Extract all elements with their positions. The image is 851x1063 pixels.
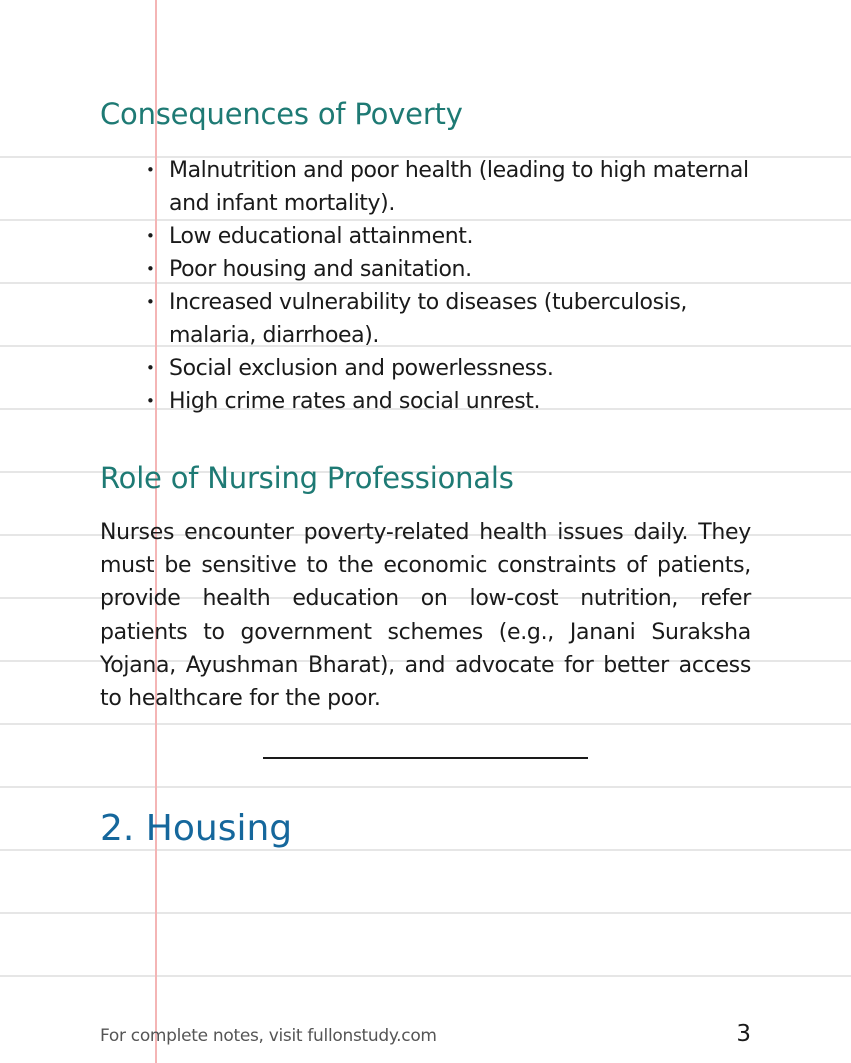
list-item: • Social exclusion and powerlessness. (100, 352, 751, 385)
page-number: 3 (736, 1021, 751, 1047)
list-item: • High crime rates and social unrest. (100, 385, 751, 418)
chapter-title-housing: 2. Housing (100, 808, 293, 849)
nursing-role-paragraph: Nurses encounter poverty-related health issues daily. They must be sensitive to the economic constraints of patients, provide health education on low-cost nutrition, refer patients to government schemes (e.g., Janani Suraksha Yojana, Ayushman Bharat), and advocate for better access to healthcare for the poor. (100, 520, 751, 712)
ruled-line (0, 723, 851, 725)
ruled-line (0, 975, 851, 977)
footer-text: For complete notes, visit fullonstudy.com (100, 1026, 437, 1046)
list-item: • Low educational attainment. (100, 220, 751, 253)
list-item: • Poor housing and sanitation. (100, 253, 751, 286)
ruled-line (0, 912, 851, 914)
section-heading-consequences: Consequences of Poverty (100, 97, 463, 131)
consequences-list (100, 154, 751, 418)
ruled-line (0, 849, 851, 851)
list-item: • Increased vulnerability to diseases (tuberculosis, malaria, diarrhoea). (100, 286, 751, 352)
list-item: • Malnutrition and poor health (leading to high maternal and infant mortality). (100, 154, 751, 220)
section-heading-nursing-role: Role of Nursing Professionals (100, 461, 514, 495)
section-divider (263, 757, 588, 759)
ruled-line (0, 786, 851, 788)
